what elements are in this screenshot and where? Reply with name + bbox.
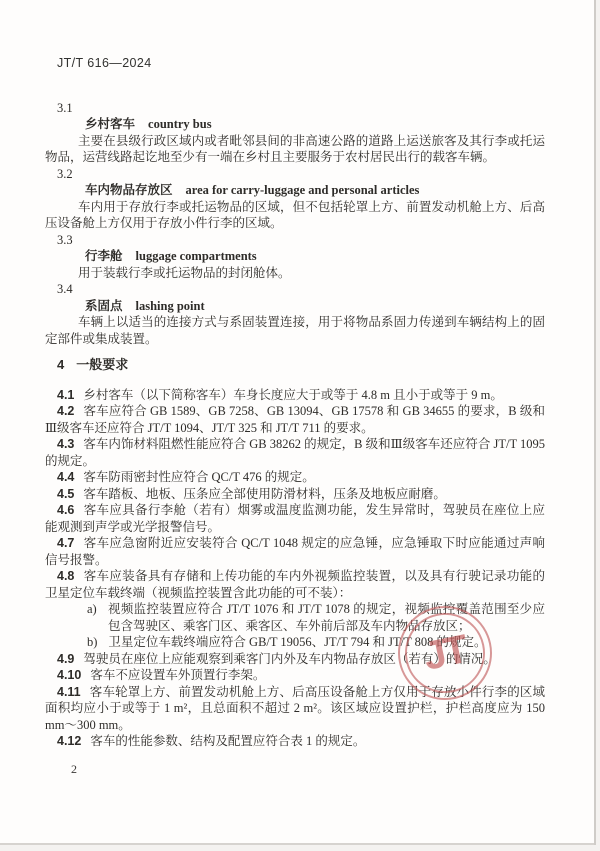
clause-text: 客车防雨密封性应符合 QC/T 476 的规定。 <box>83 470 315 484</box>
clause-4-2 <box>45 403 545 436</box>
term-title <box>85 182 545 199</box>
subitem-text: 卫星定位车载终端应符合 GB/T 19056、JT/T 794 和 JT/T 808 的规定。 <box>108 635 487 649</box>
clause-4-12 <box>45 733 545 750</box>
standard-number-header: JT/T 616—2024 <box>57 56 152 70</box>
clause-4-11 <box>45 684 545 734</box>
section-heading <box>57 357 545 374</box>
term-zh: 行李舱 <box>85 249 123 263</box>
clause-4-8-item-a <box>45 601 545 634</box>
clause-number: 4.5 <box>57 486 75 501</box>
term-block-3-2 <box>45 166 545 232</box>
clause-number: 4.2 <box>57 404 75 418</box>
clause-text: 客车应符合 GB 1589、GB 7258、GB 13094、GB 17578 和 GB 34655 的要求，B 级和Ⅲ级客车还应符合 JT/T 1094、JT/T 325 和 JT/T 711 的要求。 <box>45 404 545 435</box>
clause-4-4 <box>45 469 545 486</box>
term-block-3-4 <box>45 281 545 347</box>
term-definition: 车辆上以适当的连接方式与系固装置连接，用于将物品系固力传递到车辆结构上的固定部件或集成装置。 <box>45 315 545 346</box>
clause-text: 客车不应设置车外顶置行李架。 <box>90 668 266 682</box>
clause-text: 客车应装备具有存储和上传功能的车内外视频监控装置，以及具有行驶记录功能的卫星定位车载终端（视频监控装置含此功能的可不装）： <box>45 569 545 600</box>
term-definition: 主要在县级行政区域内或者毗邻县间的非高速公路的道路上运送旅客及其行李或托运物品，运营线路起讫地至少有一端在乡村且主要服务于农村居民出行的载客车辆。 <box>45 133 545 164</box>
term-en: country bus <box>148 117 212 131</box>
clause-text: 乡村客车（以下简称客车）车身长度应大于或等于 4.8 m 且小于或等于 9 m。 <box>83 387 503 402</box>
clause-number: 4.1 <box>57 387 75 402</box>
section-number: 4 <box>57 357 65 372</box>
clause-4-6 <box>45 502 545 535</box>
stamp-text: JT <box>419 626 471 679</box>
term-definition: 用于装载行李或托运物品的封闭舱体。 <box>78 265 291 280</box>
clause-4-10 <box>45 667 545 684</box>
term-number: 3.1 <box>57 100 73 115</box>
clause-number: 4.6 <box>57 503 75 517</box>
clause-number: 4.7 <box>57 536 75 550</box>
clause-text: 客车应急窗附近应安装符合 QC/T 1048 规定的应急锤，应急锤取下时应能通过声响信号报警。 <box>45 536 545 567</box>
term-definition: 车内用于存放行李或托运物品的区域，但不包括轮罩上方、前置发动机舱上方、后高压设备舱上方仅用于存放小件行李的区域。 <box>45 199 545 230</box>
page-number: 2 <box>71 762 77 776</box>
clause-number: 4.9 <box>57 651 75 666</box>
clause-text: 客车轮罩上方、前置发动机舱上方、后高压设备舱上方仅用于存放小件行李的区域面积均应小于或等于 1 m²，且总面积不超过 2 m²。该区域应设置护栏，护栏高度应为 150 mm～300 mm。 <box>45 684 545 732</box>
subitem-label: a) <box>87 602 97 616</box>
term-en: luggage compartments <box>135 249 257 263</box>
page-right-edge <box>594 0 596 845</box>
clause-4-8-item-b <box>45 634 545 651</box>
clause-number: 4.3 <box>57 437 75 451</box>
clause-text: 驾驶员在座位上应能观察到乘客门内外及车内物品存放区（若有）的情况。 <box>83 651 496 666</box>
page-bottom-edge <box>0 843 594 845</box>
term-zh: 车内物品存放区 <box>85 183 173 197</box>
page-content <box>45 55 545 750</box>
clause-text: 客车的性能参数、结构及配置应符合表 1 的规定。 <box>90 734 366 748</box>
clause-number: 4.4 <box>57 470 75 484</box>
clause-number: 4.10 <box>57 668 82 682</box>
term-title <box>85 298 545 315</box>
term-block-3-1 <box>45 100 545 166</box>
term-zh: 系固点 <box>85 298 123 313</box>
clause-text: 客车内饰材料阻燃性能应符合 GB 38262 的规定，B 级和Ⅲ级客车还应符合 JT/T 1095 的规定。 <box>45 437 545 468</box>
clause-4-9 <box>45 651 545 668</box>
clause-number: 4.12 <box>57 734 82 748</box>
clause-4-8 <box>45 568 545 601</box>
clause-number: 4.8 <box>57 569 75 583</box>
term-en: area for carry-luggage and personal articles <box>185 183 420 197</box>
term-number: 3.2 <box>57 166 73 181</box>
subitem-text: 视频监控装置应符合 JT/T 1076 和 JT/T 1078 的规定，视频监控覆盖范围至少应包含驾驶区、乘客门区、乘客区、车外前后部及车内物品存放区； <box>107 602 545 633</box>
term-number: 3.4 <box>57 282 73 296</box>
clause-4-1 <box>45 387 545 404</box>
clause-4-5 <box>45 486 545 503</box>
term-title <box>85 116 545 133</box>
term-number: 3.3 <box>57 232 73 247</box>
subitem-label: b) <box>87 635 98 649</box>
term-title <box>85 248 545 265</box>
term-en: lashing point <box>135 298 205 313</box>
clause-4-7 <box>45 535 545 568</box>
clause-4-3 <box>45 436 545 469</box>
clause-text: 客车应具备行李舱（若有）烟雾或温度监测功能，发生异常时，驾驶员在座位上应能观测到声学或光学报警信号。 <box>45 503 545 534</box>
term-zh: 乡村客车 <box>85 117 136 131</box>
term-block-3-3 <box>45 232 545 282</box>
section-title: 一般要求 <box>76 357 129 372</box>
clause-text: 客车踏板、地板、压条应全部使用防滑材料，压条及地板应耐磨。 <box>83 486 446 501</box>
clause-number: 4.11 <box>57 684 81 699</box>
